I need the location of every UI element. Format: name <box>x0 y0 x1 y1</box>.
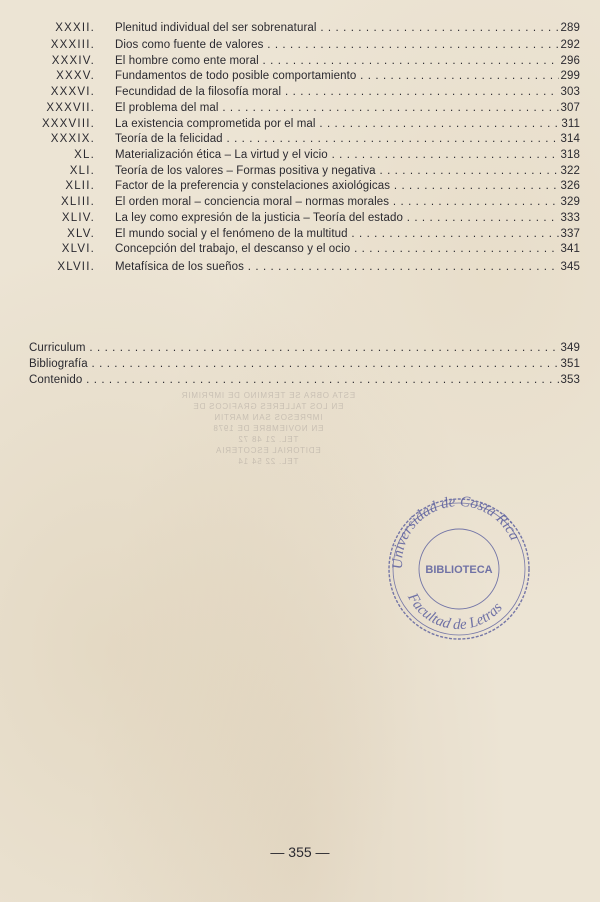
toc-entry <box>0 210 600 226</box>
chapter-number: XLIV. <box>61 212 95 224</box>
back-matter-title: Contenido . . . <box>29 372 559 388</box>
chapter-title: La existencia comprometida por el mal . . . <box>115 116 559 132</box>
toc-entry <box>0 84 600 100</box>
toc-entry <box>0 226 600 242</box>
chapter-number: XLV. <box>67 228 95 240</box>
chapter-number: XLII. <box>65 180 95 192</box>
page-number: 311 <box>561 118 580 130</box>
chapter-number: XXXIV. <box>51 55 95 67</box>
toc-entry <box>0 131 600 147</box>
toc-entry <box>0 53 600 69</box>
toc-entry <box>0 20 600 36</box>
page-number: 296 <box>560 55 580 67</box>
chapter-title: Plenitud individual del ser sobrenatural . . . <box>115 20 559 36</box>
chapter-title: El mundo social y el fenómeno de la multitud . . . <box>115 226 559 242</box>
stamp-top-text: Universidad de Costa Rica <box>390 493 523 570</box>
page-number: 307 <box>560 102 580 114</box>
toc-entry <box>0 194 600 210</box>
toc-entry <box>0 259 600 275</box>
chapter-number: XLI. <box>69 165 95 177</box>
chapter-number: XXXIII. <box>50 39 95 51</box>
toc-entry <box>0 178 600 194</box>
chapter-number: XLIII. <box>60 196 95 208</box>
chapter-title: Dios como fuente de valores . . . <box>115 37 559 53</box>
page-number: 349 <box>560 342 580 354</box>
toc-entry <box>0 116 600 132</box>
toc-entry <box>0 163 600 179</box>
stamp-center-text: BIBLIOTECA <box>425 564 493 576</box>
chapter-title: El orden moral – conciencia moral – normas morales . . . <box>115 194 559 210</box>
chapter-number: XXXIX. <box>50 133 95 145</box>
toc-entry <box>0 147 600 163</box>
chapter-title: La ley como expresión de la justicia – Teoría del estado . . . <box>115 210 559 226</box>
chapter-number: XXXV. <box>56 70 95 82</box>
page-number: 314 <box>560 133 580 145</box>
chapter-number: XL. <box>74 149 95 161</box>
chapter-title: El problema del mal . . . <box>115 100 559 116</box>
back-matter-title: Curriculum . . . <box>29 340 559 356</box>
chapter-title: El hombre como ente moral . . . <box>115 53 559 69</box>
toc-entry <box>0 68 600 84</box>
show-through-imprint: ESTA OBRA SE TERMINO DE IMPRIMIR EN LOS TALLERES GRAFICOS DE IMPRESOS SAN MARTIN EN NOVIEMBRE DE 1978 TEL. 21 48 72 EDITORIAL ESCOTERIA TEL. 22 54 14 <box>180 391 356 466</box>
chapter-number: XXXII. <box>55 22 95 34</box>
chapter-number: XXXVIII. <box>41 118 95 130</box>
page-number: 329 <box>560 196 580 208</box>
chapter-title: Concepción del trabajo, el descanso y el ocio . . . <box>115 241 559 257</box>
chapter-title: Metafísica de los sueños . . . <box>115 259 559 275</box>
chapter-number: XLVII. <box>57 261 95 273</box>
chapter-number: XXXVI. <box>50 86 95 98</box>
page-number: 318 <box>560 149 580 161</box>
page-number: 322 <box>560 165 580 177</box>
page-number: 337 <box>560 228 580 240</box>
toc-entry <box>0 100 600 116</box>
page-number: 351 <box>560 358 580 370</box>
page-number: 333 <box>560 212 580 224</box>
page-number: 299 <box>560 70 580 82</box>
library-stamp <box>383 493 533 645</box>
page-number: 326 <box>560 180 580 192</box>
page-number: 353 <box>560 374 580 386</box>
page-number: 292 <box>560 39 580 51</box>
page-number: 303 <box>560 86 580 98</box>
toc-entry <box>0 37 600 53</box>
chapter-number: XLVI. <box>61 243 95 255</box>
back-matter-entry <box>0 356 600 372</box>
page-folio: — 355 — <box>270 844 330 860</box>
chapter-number: XXXVII. <box>46 102 95 114</box>
chapter-title: Factor de la preferencia y constelaciones axiológicas . . . <box>115 178 559 194</box>
page-number: 345 <box>560 261 580 273</box>
back-matter-entry <box>0 372 600 388</box>
chapter-title: Teoría de la felicidad . . . <box>115 131 559 147</box>
chapter-title: Fundamentos de todo posible comportamiento . . . <box>115 68 559 84</box>
chapter-title: Teoría de los valores – Formas positiva y negativa . . . <box>115 163 559 179</box>
back-matter-title: Bibliografía . . . <box>29 356 559 372</box>
toc-entry <box>0 241 600 257</box>
chapter-title: Materialización ética – La virtud y el vicio . . . <box>115 147 559 163</box>
page-number: 289 <box>560 22 580 34</box>
page-number: 341 <box>560 243 580 255</box>
back-matter-entry <box>0 340 600 356</box>
chapter-title: Fecundidad de la filosofía moral . . . <box>115 84 559 100</box>
stamp-bottom-text: Facultad de Letras <box>404 590 506 634</box>
